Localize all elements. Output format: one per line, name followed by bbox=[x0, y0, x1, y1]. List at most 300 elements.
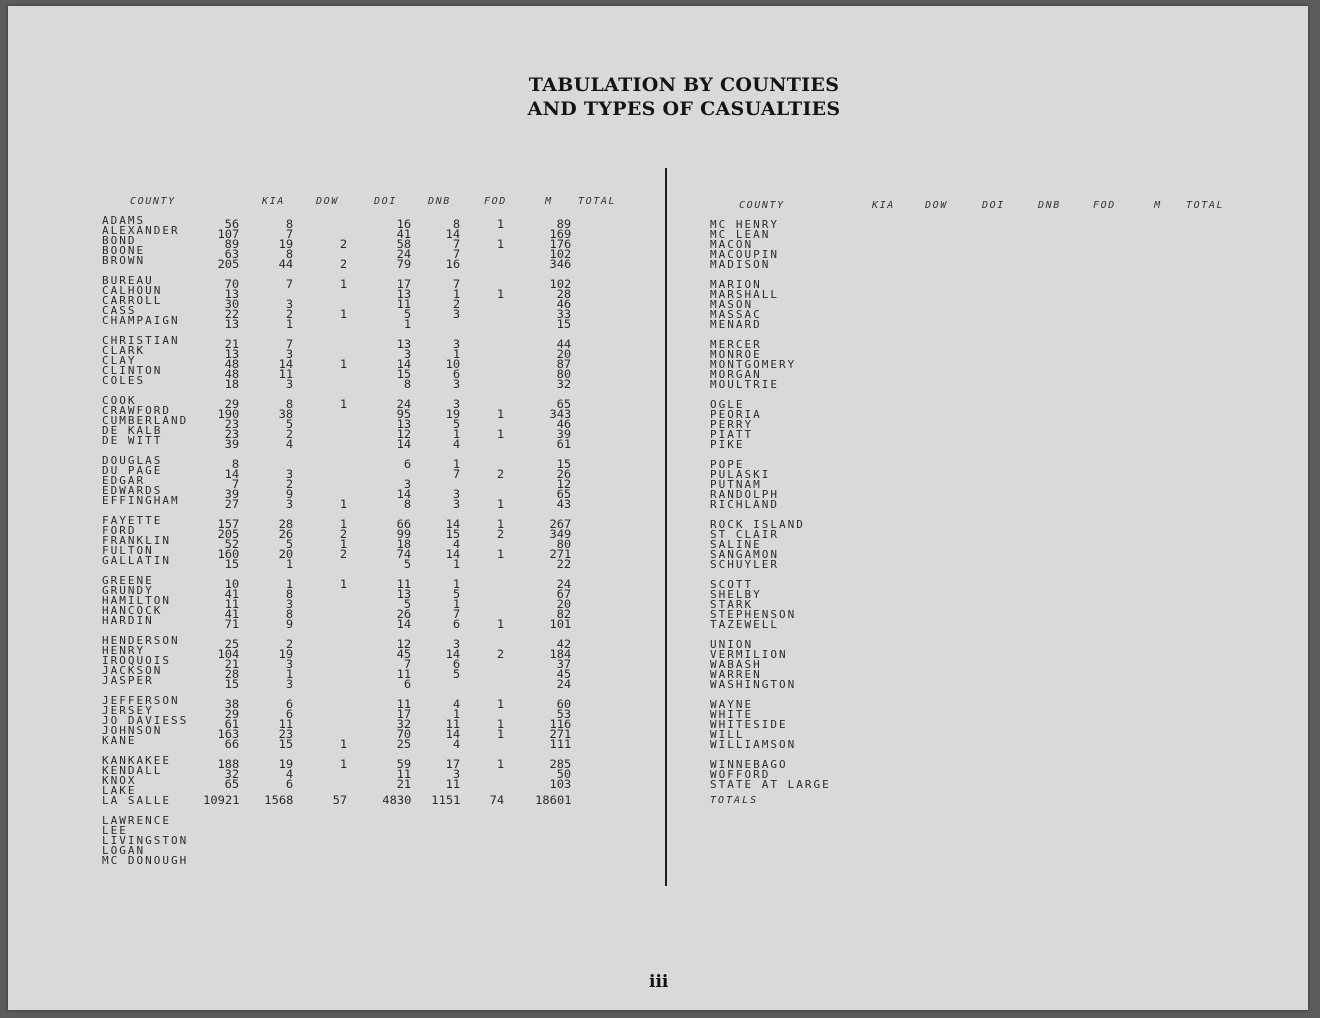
column-header-county: COUNTY bbox=[739, 200, 785, 211]
cell-doi: 1 bbox=[339, 756, 348, 771]
county-name: MACON bbox=[710, 238, 754, 252]
cell-kia: 10 bbox=[224, 576, 240, 591]
cell-fod: 3 bbox=[452, 377, 461, 392]
county-name: KANE bbox=[102, 733, 137, 747]
county-name: CHRISTIAN bbox=[102, 333, 180, 347]
county-name: PIKE bbox=[710, 438, 745, 452]
cell-doi: 1 bbox=[339, 536, 348, 551]
column-divider bbox=[665, 168, 667, 886]
total-dow: 1568 bbox=[264, 793, 294, 808]
table-row bbox=[8, 546, 779, 561]
cell-dnb: 59 bbox=[396, 756, 412, 771]
cell-total: 82 bbox=[556, 606, 572, 621]
county-name: CLARK bbox=[102, 343, 146, 357]
cell-kia: 89 bbox=[224, 237, 240, 252]
cell-dnb: 11 bbox=[396, 297, 412, 312]
county-name: IROQUOIS bbox=[102, 653, 171, 667]
column-header-kia: KIA bbox=[872, 200, 895, 211]
county-name: MERCER bbox=[710, 337, 762, 351]
cell-total: 33 bbox=[556, 307, 572, 322]
cell-dnb: 32 bbox=[396, 716, 412, 731]
county-name: DU PAGE bbox=[102, 463, 163, 477]
county-name: BROWN bbox=[102, 254, 146, 268]
cell-fod: 3 bbox=[452, 307, 461, 322]
county-name: GREENE bbox=[102, 573, 154, 587]
county-name: DE WITT bbox=[102, 434, 163, 448]
cell-dow: 1 bbox=[285, 576, 294, 591]
county-name: LEE bbox=[102, 823, 128, 837]
cell-kia: 7 bbox=[231, 476, 240, 491]
totals-row bbox=[8, 793, 759, 808]
cell-kia: 25 bbox=[224, 636, 240, 651]
cell-total: 102 bbox=[549, 247, 572, 262]
county-name: SALINE bbox=[710, 537, 762, 551]
county-name: MC LEAN bbox=[710, 228, 771, 242]
cell-kia: 13 bbox=[224, 317, 240, 332]
cell-fod: 6 bbox=[452, 367, 461, 382]
cell-total: 169 bbox=[549, 227, 572, 242]
county-name: MORGAN bbox=[710, 368, 762, 382]
table-row bbox=[8, 466, 771, 481]
county-name: COOK bbox=[102, 393, 137, 407]
cell-m: 1 bbox=[496, 427, 505, 441]
cell-dnb: 13 bbox=[396, 336, 412, 351]
county-name: SCOTT bbox=[710, 577, 754, 591]
table-row bbox=[8, 406, 762, 421]
cell-total: 285 bbox=[549, 756, 572, 771]
cell-fod: 17 bbox=[445, 756, 461, 771]
cell-total: 67 bbox=[556, 586, 572, 601]
county-name: BOND bbox=[102, 234, 137, 248]
cell-dnb: 1 bbox=[403, 317, 412, 332]
county-name: LAKE bbox=[102, 783, 137, 797]
cell-kia: 190 bbox=[217, 406, 240, 421]
cell-dow: 8 bbox=[285, 247, 294, 262]
cell-dnb: 15 bbox=[396, 367, 412, 382]
cell-total: 39 bbox=[556, 427, 572, 441]
county-name: LIVINGSTON bbox=[102, 833, 189, 847]
cell-dow: 6 bbox=[285, 776, 294, 791]
cell-kia: 56 bbox=[224, 217, 240, 231]
cell-total: 102 bbox=[549, 276, 572, 291]
column-header-doi: DOI bbox=[982, 200, 1005, 211]
county-name: TAZEWELL bbox=[710, 617, 779, 631]
cell-m: 1 bbox=[496, 696, 505, 711]
county-name: JO DAVIESS bbox=[102, 713, 189, 727]
county-name: JOHNSON bbox=[102, 723, 163, 737]
cell-dnb: 11 bbox=[396, 696, 412, 711]
cell-dow: 44 bbox=[278, 257, 294, 272]
county-name: UNION bbox=[710, 637, 754, 651]
county-name: MC HENRY bbox=[710, 218, 779, 231]
cell-doi: 1 bbox=[339, 516, 348, 531]
cell-kia: 28 bbox=[224, 666, 240, 681]
cell-fod: 14 bbox=[445, 546, 461, 561]
column-header-fod: FOD bbox=[484, 196, 507, 207]
county-name: EDWARDS bbox=[102, 483, 163, 497]
cell-fod: 5 bbox=[452, 586, 461, 601]
county-name: FORD bbox=[102, 523, 137, 537]
cell-dow: 7 bbox=[285, 336, 294, 351]
cell-kia: 15 bbox=[224, 676, 240, 691]
cell-total: 46 bbox=[556, 297, 572, 312]
cell-total: 24 bbox=[556, 576, 572, 591]
cell-m: 1 bbox=[496, 237, 505, 252]
cell-dow: 3 bbox=[285, 676, 294, 691]
cell-total: 80 bbox=[556, 536, 572, 551]
column-header-dow: DOW bbox=[925, 200, 948, 211]
county-name: CLAY bbox=[102, 354, 137, 367]
cell-fod: 1 bbox=[452, 596, 461, 611]
county-name: PIATT bbox=[710, 428, 754, 441]
cell-fod: 1 bbox=[452, 706, 461, 721]
cell-dnb: 13 bbox=[396, 586, 412, 601]
cell-kia: 65 bbox=[224, 776, 240, 791]
cell-dow: 15 bbox=[278, 736, 294, 751]
cell-dow: 9 bbox=[285, 486, 294, 501]
totals-label: TOTALS bbox=[710, 795, 759, 807]
cell-m: 2 bbox=[496, 466, 505, 481]
cell-dnb: 11 bbox=[396, 766, 412, 781]
table-row bbox=[8, 437, 745, 452]
total-dnb: 4830 bbox=[382, 793, 412, 808]
county-name: SHELBY bbox=[710, 587, 762, 601]
cell-total: 37 bbox=[556, 656, 572, 671]
cell-m: 1 bbox=[496, 497, 505, 511]
cell-fod: 3 bbox=[452, 636, 461, 651]
county-name: CARROLL bbox=[102, 294, 163, 308]
county-name: FAYETTE bbox=[102, 513, 163, 527]
cell-dnb: 95 bbox=[396, 406, 412, 421]
county-name: WABASH bbox=[710, 657, 762, 671]
cell-fod: 1 bbox=[452, 456, 461, 471]
table-row bbox=[8, 596, 754, 611]
column-header-dow: DOW bbox=[316, 196, 339, 207]
cell-fod: 11 bbox=[445, 776, 461, 791]
cell-kia: 21 bbox=[224, 656, 240, 671]
cell-kia: 70 bbox=[224, 276, 240, 291]
cell-fod: 4 bbox=[452, 536, 461, 551]
cell-dnb: 11 bbox=[396, 666, 412, 681]
cell-kia: 14 bbox=[224, 466, 240, 481]
cell-total: 20 bbox=[556, 346, 572, 361]
cell-doi: 2 bbox=[339, 526, 348, 541]
column-header-total: TOTAL bbox=[1186, 200, 1225, 211]
cell-m: 1 bbox=[496, 616, 505, 631]
cell-dnb: 45 bbox=[396, 646, 412, 661]
county-name: WASHINGTON bbox=[710, 677, 797, 691]
cell-fod: 4 bbox=[452, 437, 461, 452]
title-line-1: TABULATION BY COUNTIES bbox=[528, 74, 840, 96]
cell-kia: 48 bbox=[224, 367, 240, 382]
table-row bbox=[8, 336, 762, 351]
cell-m: 1 bbox=[496, 546, 505, 561]
county-name: BUREAU bbox=[102, 273, 154, 287]
county-name: RANDOLPH bbox=[710, 487, 779, 501]
county-name: CALHOUN bbox=[102, 284, 163, 297]
cell-doi: 1 bbox=[339, 307, 348, 322]
county-name: HANCOCK bbox=[102, 603, 163, 617]
cell-fod: 1 bbox=[452, 287, 461, 301]
cell-fod: 15 bbox=[445, 526, 461, 541]
cell-kia: 38 bbox=[224, 696, 240, 711]
cell-dow: 8 bbox=[285, 396, 294, 411]
county-name: OGLE bbox=[710, 397, 745, 411]
county-name: PEORIA bbox=[710, 407, 762, 421]
cell-kia: 107 bbox=[217, 227, 240, 242]
cell-dow: 19 bbox=[278, 646, 294, 661]
county-name: FULTON bbox=[102, 543, 154, 557]
cell-m: 2 bbox=[496, 526, 505, 541]
cell-dow: 11 bbox=[278, 367, 294, 382]
cell-kia: 23 bbox=[224, 427, 240, 441]
county-name: GRUNDY bbox=[102, 583, 154, 597]
cell-dow: 8 bbox=[285, 217, 294, 231]
county-name: WHITE bbox=[710, 707, 754, 721]
cell-doi: 1 bbox=[339, 357, 348, 371]
cell-dow: 7 bbox=[285, 227, 294, 242]
cell-fod: 2 bbox=[452, 297, 461, 312]
cell-dow: 3 bbox=[285, 497, 294, 511]
cell-kia: 30 bbox=[224, 297, 240, 312]
cell-kia: 104 bbox=[217, 646, 240, 661]
county-name: MASSAC bbox=[710, 308, 762, 322]
cell-total: 267 bbox=[549, 516, 572, 531]
column-header-dnb: DNB bbox=[428, 196, 451, 207]
county-name: KNOX bbox=[102, 773, 137, 787]
column-header-doi: DOI bbox=[374, 196, 397, 207]
cell-dnb: 21 bbox=[396, 776, 412, 791]
cell-dnb: 6 bbox=[403, 456, 412, 471]
cell-fod: 7 bbox=[452, 276, 461, 291]
cell-total: 53 bbox=[556, 706, 572, 721]
cell-total: 45 bbox=[556, 666, 572, 681]
cell-kia: 41 bbox=[224, 606, 240, 621]
cell-doi: 1 bbox=[339, 736, 348, 751]
cell-dow: 1 bbox=[285, 556, 294, 571]
cell-kia: 23 bbox=[224, 416, 240, 431]
cell-kia: 163 bbox=[217, 726, 240, 741]
cell-fod: 7 bbox=[452, 466, 461, 481]
cell-dnb: 14 bbox=[396, 616, 412, 631]
county-name: MC DONOUGH bbox=[102, 853, 189, 867]
cell-fod: 19 bbox=[445, 406, 461, 421]
cell-m: 2 bbox=[496, 646, 505, 661]
county-name: DOUGLAS bbox=[102, 453, 163, 467]
cell-kia: 48 bbox=[224, 357, 240, 371]
total-total: 18601 bbox=[535, 793, 572, 808]
cell-fod: 6 bbox=[452, 656, 461, 671]
county-name: COLES bbox=[102, 374, 146, 388]
cell-dow: 6 bbox=[285, 706, 294, 721]
cell-dow: 2 bbox=[285, 307, 294, 322]
cell-dow: 28 bbox=[278, 516, 294, 531]
cell-kia: 11 bbox=[224, 596, 240, 611]
cell-total: 87 bbox=[556, 357, 572, 371]
county-name: MARION bbox=[710, 277, 762, 291]
cell-total: 28 bbox=[556, 287, 572, 301]
cell-fod: 14 bbox=[445, 516, 461, 531]
county-name: ADAMS bbox=[102, 214, 146, 227]
county-name: JACKSON bbox=[102, 663, 163, 677]
cell-dow: 3 bbox=[285, 297, 294, 312]
county-name: WAYNE bbox=[710, 697, 754, 711]
cell-dnb: 99 bbox=[396, 526, 412, 541]
cell-kia: 27 bbox=[224, 497, 240, 511]
cell-m: 1 bbox=[496, 217, 505, 231]
county-name: HENDERSON bbox=[102, 633, 180, 647]
cell-doi: 1 bbox=[339, 576, 348, 591]
cell-dnb: 17 bbox=[396, 276, 412, 291]
cell-dow: 1 bbox=[285, 317, 294, 332]
column-header-fod: FOD bbox=[1093, 200, 1116, 211]
county-name: DE KALB bbox=[102, 424, 163, 437]
cell-total: 22 bbox=[556, 556, 572, 571]
cell-total: 42 bbox=[556, 636, 572, 651]
page-number: iii bbox=[649, 972, 669, 992]
cell-total: 60 bbox=[556, 696, 572, 711]
county-name: PUTNAM bbox=[710, 477, 762, 491]
county-name: EDGAR bbox=[102, 473, 146, 487]
cell-fod: 8 bbox=[452, 217, 461, 231]
cell-dnb: 66 bbox=[396, 516, 412, 531]
cell-total: 80 bbox=[556, 367, 572, 382]
cell-total: 65 bbox=[556, 396, 572, 411]
cell-total: 43 bbox=[556, 497, 572, 511]
cell-dnb: 41 bbox=[396, 227, 412, 242]
cell-dow: 2 bbox=[285, 636, 294, 651]
county-name: CUMBERLAND bbox=[102, 413, 189, 427]
column-header-kia: KIA bbox=[262, 196, 285, 207]
total-doi: 57 bbox=[332, 793, 348, 808]
cell-dnb: 6 bbox=[403, 676, 412, 691]
cell-total: 12 bbox=[556, 476, 572, 491]
cell-dow: 19 bbox=[278, 237, 294, 252]
cell-fod: 10 bbox=[445, 357, 461, 371]
cell-kia: 160 bbox=[217, 546, 240, 561]
cell-kia: 21 bbox=[224, 336, 240, 351]
cell-kia: 61 bbox=[224, 716, 240, 731]
cell-total: 24 bbox=[556, 676, 572, 691]
cell-dow: 3 bbox=[285, 656, 294, 671]
cell-total: 111 bbox=[549, 736, 572, 751]
cell-total: 44 bbox=[556, 336, 572, 351]
county-name: LAWRENCE bbox=[102, 813, 171, 827]
cell-dow: 2 bbox=[285, 476, 294, 491]
county-name: POPE bbox=[710, 457, 745, 471]
cell-total: 271 bbox=[549, 726, 572, 741]
cell-dnb: 26 bbox=[396, 606, 412, 621]
table-row bbox=[8, 696, 754, 711]
county-name: ROCK ISLAND bbox=[710, 517, 805, 531]
county-name: KANKAKEE bbox=[102, 753, 171, 767]
cell-dnb: 11 bbox=[396, 576, 412, 591]
county-name: STARK bbox=[710, 597, 754, 611]
cell-kia: 66 bbox=[224, 736, 240, 751]
cell-dow: 3 bbox=[285, 377, 294, 392]
cell-total: 32 bbox=[556, 377, 572, 392]
total-kia: 10921 bbox=[203, 793, 240, 808]
cell-dow: 38 bbox=[278, 406, 294, 421]
title-line-2: AND TYPES OF CASUALTIES bbox=[527, 98, 841, 120]
table-row bbox=[8, 656, 762, 671]
cell-kia: 13 bbox=[224, 287, 240, 301]
table-row bbox=[8, 476, 762, 491]
county-name: HARDIN bbox=[102, 613, 154, 627]
cell-kia: 15 bbox=[224, 556, 240, 571]
cell-dow: 3 bbox=[285, 466, 294, 481]
county-name: MOULTRIE bbox=[710, 378, 779, 392]
cell-kia: 29 bbox=[224, 396, 240, 411]
cell-m: 1 bbox=[496, 406, 505, 421]
cell-kia: 32 bbox=[224, 766, 240, 781]
cell-dow: 23 bbox=[278, 726, 294, 741]
county-name: CHAMPAIGN bbox=[102, 314, 180, 328]
county-name: PULASKI bbox=[710, 467, 771, 481]
county-name: JERSEY bbox=[102, 703, 154, 717]
cell-dnb: 16 bbox=[396, 217, 412, 231]
cell-doi: 2 bbox=[339, 546, 348, 561]
cell-fod: 7 bbox=[452, 606, 461, 621]
table-row bbox=[8, 497, 779, 511]
cell-dow: 7 bbox=[285, 276, 294, 291]
cell-kia: 18 bbox=[224, 377, 240, 392]
column-header-m: M bbox=[1154, 200, 1162, 211]
cell-fod: 7 bbox=[452, 237, 461, 252]
cell-kia: 71 bbox=[224, 616, 240, 631]
cell-m: 1 bbox=[496, 287, 505, 301]
cell-dow: 19 bbox=[278, 756, 294, 771]
cell-dnb: 12 bbox=[396, 427, 412, 441]
county-name: GALLATIN bbox=[102, 553, 171, 567]
table-row bbox=[8, 377, 779, 392]
cell-dow: 8 bbox=[285, 586, 294, 601]
cell-m: 1 bbox=[496, 756, 505, 771]
county-name: BOONE bbox=[102, 244, 146, 258]
county-name: SCHUYLER bbox=[710, 557, 779, 571]
cell-dnb: 70 bbox=[396, 726, 412, 741]
cell-dnb: 3 bbox=[403, 346, 412, 361]
county-name: CLINTON bbox=[102, 364, 163, 378]
cell-dow: 2 bbox=[285, 427, 294, 441]
cell-total: 20 bbox=[556, 596, 572, 611]
cell-kia: 8 bbox=[231, 456, 240, 471]
cell-fod: 3 bbox=[452, 336, 461, 351]
cell-fod: 4 bbox=[452, 736, 461, 751]
cell-doi: 2 bbox=[339, 257, 348, 272]
county-name: MONTGOMERY bbox=[710, 358, 797, 371]
county-name: JEFFERSON bbox=[102, 693, 180, 707]
cell-kia: 52 bbox=[224, 536, 240, 551]
cell-dow: 11 bbox=[278, 716, 294, 731]
table-row bbox=[8, 317, 762, 332]
table-row bbox=[8, 526, 779, 541]
cell-dnb: 5 bbox=[403, 596, 412, 611]
cell-kia: 39 bbox=[224, 437, 240, 452]
county-name: ST CLAIR bbox=[710, 527, 779, 541]
cell-fod: 1 bbox=[452, 346, 461, 361]
cell-kia: 22 bbox=[224, 307, 240, 322]
cell-m: 1 bbox=[496, 726, 505, 741]
cell-dnb: 58 bbox=[396, 237, 412, 252]
cell-fod: 3 bbox=[452, 486, 461, 501]
county-name: KENDALL bbox=[102, 763, 163, 777]
cell-fod: 3 bbox=[452, 766, 461, 781]
cell-dnb: 18 bbox=[396, 536, 412, 551]
cell-dow: 1 bbox=[285, 666, 294, 681]
cell-total: 271 bbox=[549, 546, 572, 561]
county-name: VERMILION bbox=[710, 647, 788, 661]
